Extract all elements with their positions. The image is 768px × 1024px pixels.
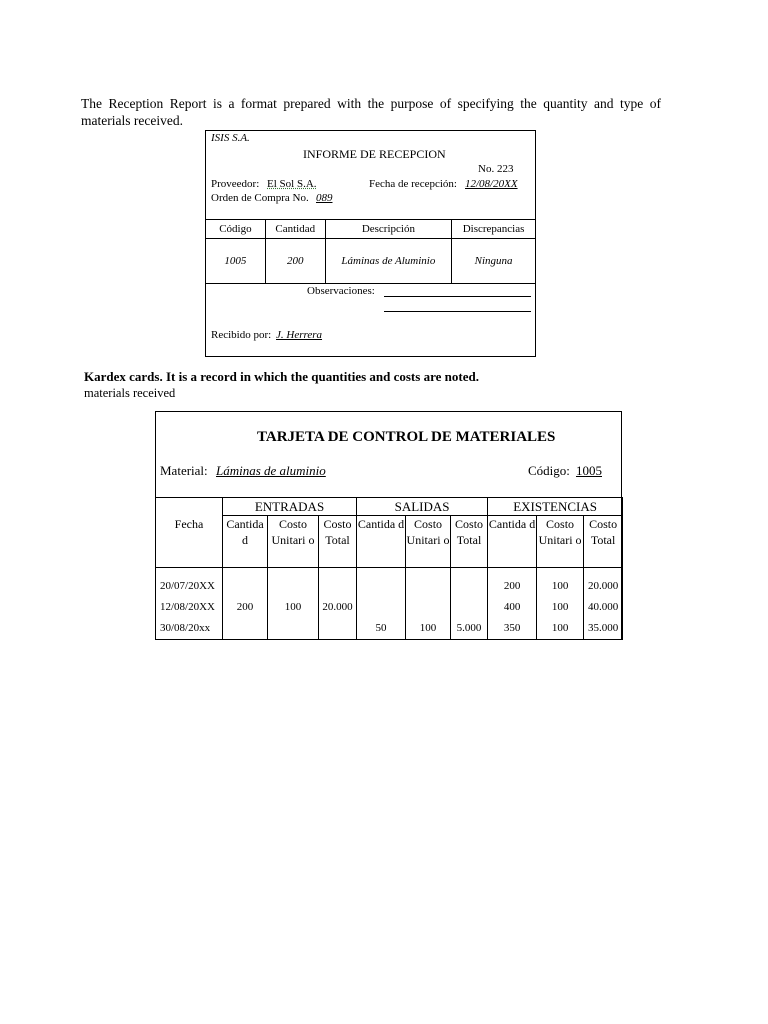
fecha-group-blank (156, 498, 223, 516)
kardex-title: TARJETA DE CONTROL DE MATERIALES (257, 429, 556, 445)
header-discrepancias: Discrepancias (452, 220, 536, 239)
existencias-costo-total-cell: 40.000 (587, 601, 619, 613)
salidas-costo-unitario-column (406, 568, 451, 640)
fecha-cell: 12/08/20XX (160, 601, 215, 613)
existencias-costo-total-cell: 35.000 (587, 622, 619, 634)
existencias-cantidad-cell: 400 (503, 601, 521, 613)
date-value: 12/08/20XX (465, 178, 518, 190)
existencias-cantidad-column (488, 568, 537, 640)
material-label: Material: (160, 463, 208, 478)
company-name: ISIS S.A. (211, 132, 250, 144)
code-label: Código: (528, 463, 570, 478)
observations-line-1 (384, 296, 531, 297)
salidas-costo-unitario-cell: 100 (419, 622, 437, 634)
existencias-costo-unitario-header: Costo Unitari o (537, 516, 584, 568)
observations-line-2 (384, 311, 531, 312)
code-value: 1005 (576, 463, 602, 478)
fecha-cell: 30/08/20xx (160, 622, 211, 634)
cell-descripcion: Láminas de Aluminio (325, 239, 451, 284)
existencias-costo-total-header: Costo Total (584, 516, 623, 568)
existencias-cantidad-cell: 350 (503, 622, 521, 634)
salidas-cantidad-column (357, 568, 406, 640)
header-cantidad: Cantidad (265, 220, 325, 239)
salidas-costo-total-header: Costo Total (451, 516, 488, 568)
order-value: 089 (316, 192, 333, 204)
existencias-costo-unitario-cell: 100 (551, 580, 569, 592)
existencias-cantidad-cell: 200 (503, 580, 521, 592)
entradas-costo-total-column (319, 568, 357, 640)
group-existencias: EXISTENCIAS (488, 498, 623, 516)
reception-table (205, 219, 536, 284)
reception-report-form (205, 130, 536, 357)
intro-paragraph: The Reception Report is a format prepared with the purpose of specifying the quantity and type of materials received. (81, 96, 661, 128)
kardex-card (155, 411, 622, 640)
existencias-costo-unitario-column (537, 568, 584, 640)
entradas-cantidad-header: Cantida d (223, 516, 268, 568)
header-descripcion: Descripción (325, 220, 451, 239)
entradas-costo-unitario-header: Costo Unitari o (268, 516, 319, 568)
supplier-label: Proveedor: (211, 178, 260, 190)
existencias-costo-total-column (584, 568, 623, 640)
received-label: Recibido por: (211, 329, 272, 341)
date-label: Fecha de recepción: (369, 178, 457, 190)
header-codigo: Código (206, 220, 266, 239)
existencias-cantidad-header: Cantida d (488, 516, 537, 568)
material-value: Láminas de aluminio (216, 463, 326, 478)
existencias-costo-total-cell: 20.000 (587, 580, 619, 592)
cell-discrepancias: Ninguna (452, 239, 536, 284)
entradas-cantidad-cell: 200 (236, 601, 254, 613)
header-fecha: Fecha (156, 516, 223, 568)
entradas-cantidad-column (223, 568, 268, 640)
existencias-costo-unitario-cell: 100 (551, 601, 569, 613)
observations-label: Observaciones: (307, 285, 375, 297)
salidas-cantidad-cell: 50 (375, 622, 387, 634)
group-entradas: ENTRADAS (223, 498, 357, 516)
entradas-costo-total-cell: 20.000 (322, 601, 353, 613)
salidas-costo-total-cell: 5.000 (456, 622, 482, 634)
salidas-costo-total-column (451, 568, 488, 640)
entradas-costo-unitario-cell: 100 (284, 601, 302, 613)
entradas-costo-total-header: Costo Total (319, 516, 357, 568)
kardex-table (155, 497, 623, 640)
order-label: Orden de Compra No. (211, 192, 309, 204)
received-value: J. Herrera (276, 329, 323, 341)
fecha-column (156, 568, 223, 640)
supplier-value: El Sol S.A. (267, 178, 317, 190)
salidas-cantidad-header: Cantida d (357, 516, 406, 568)
kardex-subheading: materials received (84, 386, 176, 400)
kardex-heading: Kardex cards. It is a record in which the quantities and costs are noted. (84, 369, 479, 384)
cell-codigo: 1005 (206, 239, 266, 284)
entradas-costo-unitario-column (268, 568, 319, 640)
group-salidas: SALIDAS (357, 498, 488, 516)
cell-cantidad: 200 (265, 239, 325, 284)
existencias-costo-unitario-cell: 100 (551, 622, 569, 634)
report-number: No. 223 (478, 163, 514, 175)
salidas-costo-unitario-header: Costo Unitari o (406, 516, 451, 568)
report-title: INFORME DE RECEPCION (303, 147, 446, 161)
fecha-cell: 20/07/20XX (160, 580, 215, 592)
